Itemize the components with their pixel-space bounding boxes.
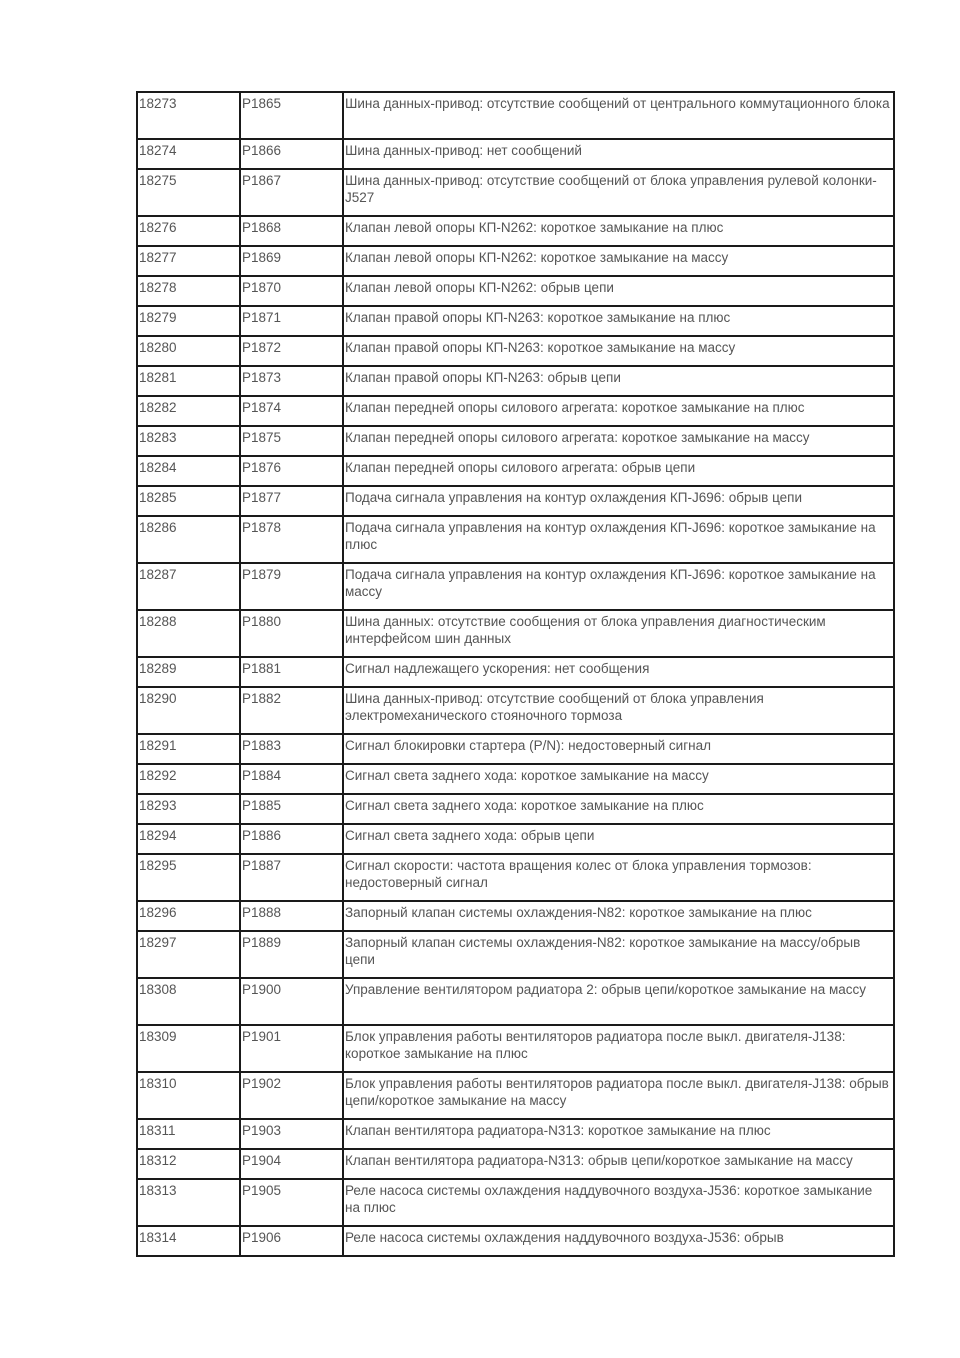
error-code-cell: 18283	[137, 426, 240, 456]
error-code-cell: 18281	[137, 366, 240, 396]
obd-code-cell: P1875	[240, 426, 343, 456]
table-row	[137, 901, 894, 931]
error-code-cell: 18293	[137, 794, 240, 824]
fault-code-table	[136, 91, 895, 1257]
table-row	[137, 687, 894, 734]
obd-code-cell: P1901	[240, 1025, 343, 1072]
obd-code-cell: P1868	[240, 216, 343, 246]
obd-code-cell: P1876	[240, 456, 343, 486]
description-cell: Клапан правой опоры КП-N263: обрыв цепи	[343, 366, 894, 396]
obd-code-cell: P1884	[240, 764, 343, 794]
table-row	[137, 306, 894, 336]
table-row	[137, 610, 894, 657]
description-cell: Сигнал скорости: частота вращения колес от блока управления тормозов: недостоверный сигнал	[343, 854, 894, 901]
obd-code-cell: P1865	[240, 92, 343, 139]
error-code-cell: 18286	[137, 516, 240, 563]
table-row	[137, 396, 894, 426]
obd-code-cell: P1886	[240, 824, 343, 854]
error-code-cell: 18312	[137, 1149, 240, 1179]
description-cell: Подача сигнала управления на контур охлаждения КП-J696: короткое замыкание на массу	[343, 563, 894, 610]
obd-code-cell: P1866	[240, 139, 343, 169]
description-cell: Шина данных-привод: отсутствие сообщений от блока управления электромеханического стояночного тормоза	[343, 687, 894, 734]
obd-code-cell: P1885	[240, 794, 343, 824]
error-code-cell: 18280	[137, 336, 240, 366]
description-cell: Сигнал света заднего хода: обрыв цепи	[343, 824, 894, 854]
obd-code-cell: P1874	[240, 396, 343, 426]
error-code-cell: 18273	[137, 92, 240, 139]
obd-code-cell: P1903	[240, 1119, 343, 1149]
error-code-cell: 18288	[137, 610, 240, 657]
table-row	[137, 516, 894, 563]
description-cell: Клапан правой опоры КП-N263: короткое замыкание на плюс	[343, 306, 894, 336]
error-code-cell: 18274	[137, 139, 240, 169]
description-cell: Шина данных-привод: отсутствие сообщений от блока управления рулевой колонки-J527	[343, 169, 894, 216]
table-row	[137, 931, 894, 978]
table-row	[137, 246, 894, 276]
table-row	[137, 92, 894, 139]
error-code-cell: 18291	[137, 734, 240, 764]
error-code-cell: 18292	[137, 764, 240, 794]
table-row	[137, 657, 894, 687]
obd-code-cell: P1887	[240, 854, 343, 901]
description-cell: Клапан левой опоры КП-N262: короткое замыкание на массу	[343, 246, 894, 276]
description-cell: Клапан левой опоры КП-N262: обрыв цепи	[343, 276, 894, 306]
description-cell: Клапан правой опоры КП-N263: короткое замыкание на массу	[343, 336, 894, 366]
obd-code-cell: P1889	[240, 931, 343, 978]
obd-code-cell: P1879	[240, 563, 343, 610]
table-row	[137, 794, 894, 824]
error-code-cell: 18279	[137, 306, 240, 336]
obd-code-cell: P1883	[240, 734, 343, 764]
table-row	[137, 734, 894, 764]
description-cell: Сигнал блокировки стартера (P/N): недостоверный сигнал	[343, 734, 894, 764]
error-code-cell: 18276	[137, 216, 240, 246]
error-code-cell: 18290	[137, 687, 240, 734]
obd-code-cell: P1900	[240, 978, 343, 1025]
description-cell: Блок управления работы вентиляторов радиатора после выкл. двигателя-J138: короткое замыкание на плюс	[343, 1025, 894, 1072]
description-cell: Подача сигнала управления на контур охлаждения КП-J696: короткое замыкание на плюс	[343, 516, 894, 563]
description-cell: Шина данных: отсутствие сообщения от блока управления диагностическим интерфейсом шин данных	[343, 610, 894, 657]
obd-code-cell: P1877	[240, 486, 343, 516]
description-cell: Клапан передней опоры силового агрегата: короткое замыкание на плюс	[343, 396, 894, 426]
obd-code-cell: P1872	[240, 336, 343, 366]
obd-code-cell: P1870	[240, 276, 343, 306]
error-code-cell: 18277	[137, 246, 240, 276]
description-cell: Реле насоса системы охлаждения наддувочного воздуха-J536: короткое замыкание на плюс	[343, 1179, 894, 1226]
error-code-cell: 18297	[137, 931, 240, 978]
error-code-cell: 18294	[137, 824, 240, 854]
description-cell: Подача сигнала управления на контур охлаждения КП-J696: обрыв цепи	[343, 486, 894, 516]
table-row	[137, 1119, 894, 1149]
description-cell: Сигнал надлежащего ускорения: нет сообщения	[343, 657, 894, 687]
error-code-cell: 18309	[137, 1025, 240, 1072]
table-row	[137, 1025, 894, 1072]
table-row	[137, 139, 894, 169]
error-code-cell: 18285	[137, 486, 240, 516]
table-row	[137, 1179, 894, 1226]
description-cell: Шина данных-привод: нет сообщений	[343, 139, 894, 169]
table-row	[137, 336, 894, 366]
table-row	[137, 1149, 894, 1179]
table-row	[137, 366, 894, 396]
obd-code-cell: P1905	[240, 1179, 343, 1226]
obd-code-cell: P1888	[240, 901, 343, 931]
description-cell: Клапан передней опоры силового агрегата: короткое замыкание на массу	[343, 426, 894, 456]
obd-code-cell: P1906	[240, 1226, 343, 1256]
obd-code-cell: P1904	[240, 1149, 343, 1179]
error-code-cell: 18275	[137, 169, 240, 216]
description-cell: Управление вентилятором радиатора 2: обрыв цепи/короткое замыкание на массу	[343, 978, 894, 1025]
table-row	[137, 764, 894, 794]
obd-code-cell: P1882	[240, 687, 343, 734]
obd-code-cell: P1873	[240, 366, 343, 396]
error-code-cell: 18282	[137, 396, 240, 426]
obd-code-cell: P1902	[240, 1072, 343, 1119]
error-code-cell: 18278	[137, 276, 240, 306]
table-row	[137, 824, 894, 854]
description-cell: Сигнал света заднего хода: короткое замыкание на массу	[343, 764, 894, 794]
obd-code-cell: P1880	[240, 610, 343, 657]
description-cell: Блок управления работы вентиляторов радиатора после выкл. двигателя-J138: обрыв цепи/короткое замыкание на массу	[343, 1072, 894, 1119]
error-code-cell: 18308	[137, 978, 240, 1025]
description-cell: Клапан передней опоры силового агрегата: обрыв цепи	[343, 456, 894, 486]
error-code-cell: 18289	[137, 657, 240, 687]
error-code-cell: 18296	[137, 901, 240, 931]
table-row	[137, 1226, 894, 1256]
description-cell: Клапан вентилятора радиатора-N313: обрыв цепи/короткое замыкание на массу	[343, 1149, 894, 1179]
table-row	[137, 978, 894, 1025]
description-cell: Сигнал света заднего хода: короткое замыкание на плюс	[343, 794, 894, 824]
table-row	[137, 563, 894, 610]
obd-code-cell: P1871	[240, 306, 343, 336]
error-code-cell: 18287	[137, 563, 240, 610]
description-cell: Реле насоса системы охлаждения наддувочного воздуха-J536: обрыв	[343, 1226, 894, 1256]
error-code-cell: 18295	[137, 854, 240, 901]
error-code-cell: 18284	[137, 456, 240, 486]
description-cell: Шина данных-привод: отсутствие сообщений от центрального коммутационного блока	[343, 92, 894, 139]
obd-code-cell: P1881	[240, 657, 343, 687]
obd-code-cell: P1878	[240, 516, 343, 563]
table-row	[137, 169, 894, 216]
table-row	[137, 456, 894, 486]
error-code-cell: 18311	[137, 1119, 240, 1149]
obd-code-cell: P1869	[240, 246, 343, 276]
description-cell: Запорный клапан системы охлаждения-N82: короткое замыкание на плюс	[343, 901, 894, 931]
description-cell: Клапан левой опоры КП-N262: короткое замыкание на плюс	[343, 216, 894, 246]
table-row	[137, 1072, 894, 1119]
table-row	[137, 276, 894, 306]
error-code-cell: 18313	[137, 1179, 240, 1226]
table-row	[137, 486, 894, 516]
error-code-cell: 18314	[137, 1226, 240, 1256]
description-cell: Запорный клапан системы охлаждения-N82: короткое замыкание на массу/обрыв цепи	[343, 931, 894, 978]
table-row	[137, 854, 894, 901]
fault-code-table-body	[137, 92, 894, 1256]
table-row	[137, 426, 894, 456]
obd-code-cell: P1867	[240, 169, 343, 216]
error-code-cell: 18310	[137, 1072, 240, 1119]
description-cell: Клапан вентилятора радиатора-N313: короткое замыкание на плюс	[343, 1119, 894, 1149]
table-row	[137, 216, 894, 246]
